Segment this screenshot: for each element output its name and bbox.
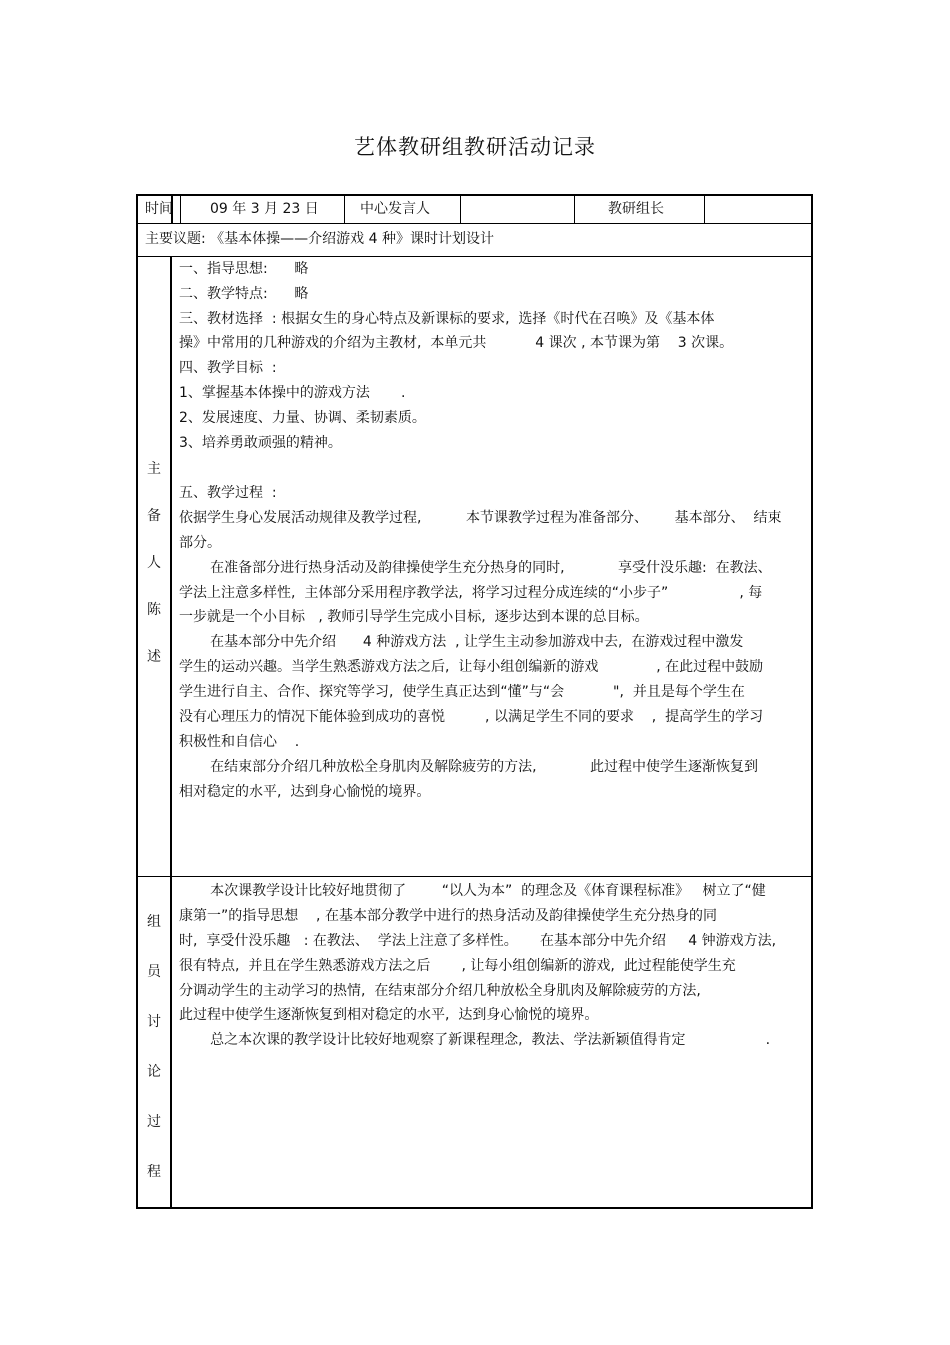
text-line: 分调动学生的主动学习的热情, 在结束部分介绍几种放松全身肌肉及解除疲劳的方法, [179, 983, 701, 999]
row-divider [138, 256, 811, 257]
text-line: 时, 享受什没乐趣 : 在教法、 学法上注意了多样性。 在基本部分中先介绍 4 钟游戏方法, [179, 933, 777, 949]
speaker-label: 中心发言人 [360, 201, 430, 217]
text-line: 3、培养勇敢顽强的精神。 [179, 435, 342, 451]
leader-label: 教研组长 [608, 201, 664, 217]
page-title: 艺体教研组教研活动记录 [354, 135, 596, 159]
text-line: 此过程中使学生逐渐恢复到相对稳定的水平, 达到身心愉悦的境界。 [179, 1007, 599, 1023]
date-value: 09 年 3 月 23 日 [210, 201, 319, 217]
text-line: 在结束部分介绍几种放松全身肌肉及解除疲劳的方法, 此过程中使学生逐渐恢复到 [179, 759, 759, 775]
row-divider [138, 876, 811, 877]
label-char: 程 [147, 1164, 161, 1180]
text-line: 部分。 [179, 535, 221, 551]
text-line: 没有心理压力的情况下能体验到成功的喜悦 , 以满足学生不同的要求 , 提高学生的学习 [179, 709, 764, 725]
text-line: 相对稳定的水平, 达到身心愉悦的境界。 [179, 784, 431, 800]
text-line: 总之本次课的教学设计比较好地观察了新课程理念, 教法、学法新颖值得肯定 . [179, 1032, 771, 1048]
divider [344, 196, 345, 223]
label-char: 陈 [147, 602, 161, 618]
label-char: 员 [147, 964, 161, 980]
text-line: 很有特点, 并且在学生熟悉游戏方法之后 , 让每小组创编新的游戏, 此过程能使学生充 [179, 958, 736, 974]
label-char: 主 [147, 461, 161, 477]
label-char: 组 [147, 914, 161, 930]
label-char: 述 [147, 649, 161, 665]
text-line: 三、教材选择 : 根据女生的身心特点及新课标的要求, 选择《时代在召唤》及《基本体 [179, 311, 715, 327]
topic-line: 主要议题: 《基本体操——介绍游戏 4 种》课时计划设计 [145, 231, 494, 247]
text-line: 积极性和自信心 . [179, 734, 300, 750]
text-line: 学法上注意多样性, 主体部分采用程序教学法, 将学习过程分成连续的“小步子” , 每 [179, 585, 763, 601]
divider [180, 196, 181, 223]
text-line: 在准备部分进行热身活动及韵律操使学生充分热身的同时, 享受什没乐趣: 在教法、 [179, 560, 772, 576]
record-table [136, 194, 813, 1209]
text-line: 2、发展速度、力量、协调、柔韧素质。 [179, 410, 426, 426]
text-line: 一步就是一个小目标 , 教师引导学生完成小目标, 逐步达到本课的总目标。 [179, 609, 649, 625]
label-column-divider [170, 256, 172, 1209]
text-line: 二、教学特点: 略 [179, 286, 309, 302]
text-line: 依据学生身心发展活动规律及教学过程, 本节课教学过程为准备部分、 基本部分、 结束 [179, 510, 782, 526]
divider [574, 196, 575, 223]
row-divider [138, 223, 811, 224]
text-line: 操》中常用的几种游戏的介绍为主教材, 本单元共 4 课次 , 本节课为第 3 次课。 [179, 335, 734, 351]
text-line: 四、教学目标 : [179, 360, 277, 376]
label-char: 讨 [147, 1014, 161, 1030]
text-line: 1、掌握基本体操中的游戏方法 . [179, 385, 406, 401]
text-line: 学生的运动兴趣。当学生熟悉游戏方法之后, 让每小组创编新的游戏 , 在此过程中鼓励 [179, 659, 764, 675]
divider [460, 196, 461, 223]
text-line: 一、指导思想: 略 [179, 261, 309, 277]
presenter-label [138, 458, 170, 693]
text-line: 五、教学过程 : [179, 485, 277, 501]
label-char: 人 [147, 555, 161, 571]
divider [171, 196, 173, 223]
text-line: 在基本部分中先介绍 4 种游戏方法 , 让学生主动参加游戏中去, 在游戏过程中激发 [179, 634, 744, 650]
text-line: 本次课教学设计比较好地贯彻了 “以人为本” 的理念及《体育课程标准》 树立了“健 [179, 883, 766, 899]
text-line: 康第一”的指导思想 , 在基本部分教学中进行的热身活动及韵律操使学生充分热身的同 [179, 908, 717, 924]
discussion-label [138, 911, 170, 1211]
time-label: 时间 [145, 201, 173, 217]
label-char: 过 [147, 1114, 161, 1130]
text-line: 学生进行自主、合作、探究等学习, 使学生真正达到“懂”与“会 ", 并且是每个学生在 [179, 684, 745, 700]
divider [704, 196, 705, 223]
label-char: 备 [147, 508, 161, 524]
label-char: 论 [147, 1064, 161, 1080]
